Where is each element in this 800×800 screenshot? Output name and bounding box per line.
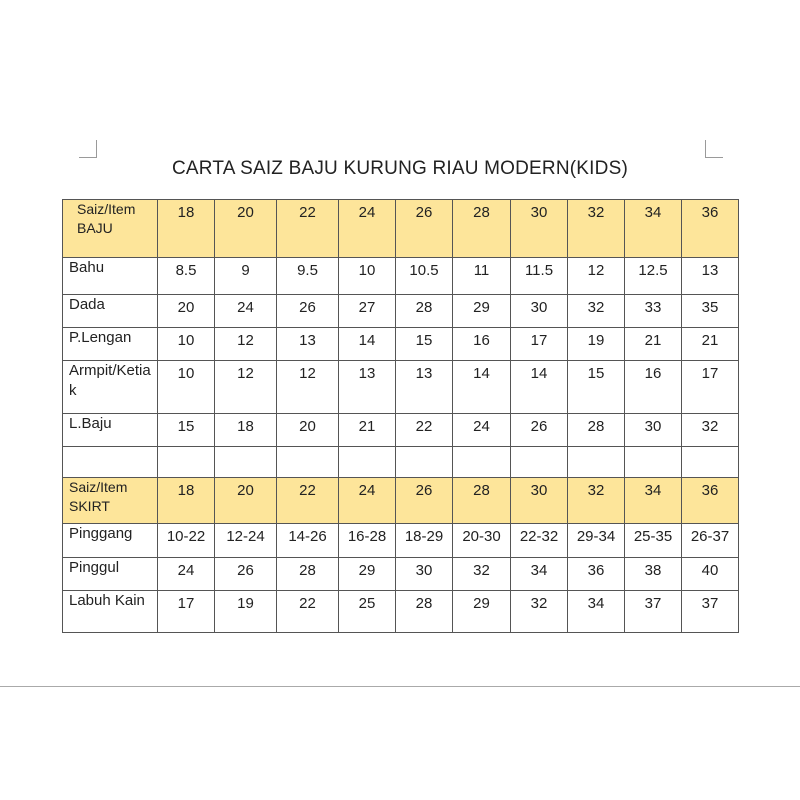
value-cell: 15 <box>158 414 215 447</box>
table-row <box>63 258 739 295</box>
value-cell: 26 <box>277 295 339 328</box>
value-cell: 10-22 <box>158 524 215 558</box>
value-cell: 12 <box>277 361 339 414</box>
value-cell: 14 <box>453 361 511 414</box>
value-cell: 15 <box>396 328 453 361</box>
value-cell: 34 <box>568 591 625 633</box>
value-cell: 22 <box>277 591 339 633</box>
size-header-cell: 20 <box>215 200 277 258</box>
value-cell: 30 <box>625 414 682 447</box>
value-cell: 29 <box>453 295 511 328</box>
table-row <box>63 361 739 414</box>
row-label: Bahu <box>63 258 158 295</box>
document-title: CARTA SAIZ BAJU KURUNG RIAU MODERN(KIDS) <box>172 158 628 179</box>
skirt-header-row <box>63 478 739 524</box>
value-cell: 17 <box>158 591 215 633</box>
value-cell: 10 <box>158 361 215 414</box>
page-corner-mark-right <box>705 140 723 158</box>
empty-cell <box>625 447 682 478</box>
row-label: P.Lengan <box>63 328 158 361</box>
empty-cell <box>511 447 568 478</box>
skirt-header-label <box>63 478 158 524</box>
size-header-cell: 34 <box>625 200 682 258</box>
value-cell: 34 <box>511 558 568 591</box>
header-label-line: Saiz/Item <box>77 201 136 217</box>
size-header-cell: 22 <box>277 478 339 524</box>
row-label: Labuh Kain <box>63 591 158 633</box>
empty-cell <box>63 447 158 478</box>
size-header-cell: 30 <box>511 200 568 258</box>
value-cell: 32 <box>682 414 739 447</box>
value-cell: 28 <box>396 591 453 633</box>
table-row <box>63 524 739 558</box>
value-cell: 26 <box>511 414 568 447</box>
size-header-cell: 34 <box>625 478 682 524</box>
row-label: Dada <box>63 295 158 328</box>
value-cell: 29-34 <box>568 524 625 558</box>
value-cell: 24 <box>453 414 511 447</box>
empty-cell <box>339 447 396 478</box>
value-cell: 25 <box>339 591 396 633</box>
value-cell: 30 <box>511 295 568 328</box>
empty-cell <box>215 447 277 478</box>
value-cell: 10.5 <box>396 258 453 295</box>
value-cell: 27 <box>339 295 396 328</box>
size-chart-table <box>62 199 739 633</box>
size-header-cell: 30 <box>511 478 568 524</box>
value-cell: 19 <box>568 328 625 361</box>
value-cell: 18 <box>215 414 277 447</box>
value-cell: 9.5 <box>277 258 339 295</box>
size-header-cell: 36 <box>682 478 739 524</box>
value-cell: 35 <box>682 295 739 328</box>
value-cell: 22-32 <box>511 524 568 558</box>
value-cell: 16 <box>625 361 682 414</box>
size-header-cell: 26 <box>396 478 453 524</box>
value-cell: 20 <box>158 295 215 328</box>
size-header-cell: 36 <box>682 200 739 258</box>
value-cell: 40 <box>682 558 739 591</box>
value-cell: 38 <box>625 558 682 591</box>
value-cell: 16 <box>453 328 511 361</box>
row-label: L.Baju <box>63 414 158 447</box>
spacer-row <box>63 447 739 478</box>
table-row <box>63 295 739 328</box>
value-cell: 11.5 <box>511 258 568 295</box>
size-header-cell: 26 <box>396 200 453 258</box>
empty-cell <box>453 447 511 478</box>
value-cell: 29 <box>453 591 511 633</box>
size-header-cell: 18 <box>158 478 215 524</box>
table-row <box>63 558 739 591</box>
value-cell: 13 <box>682 258 739 295</box>
value-cell: 9 <box>215 258 277 295</box>
table-row <box>63 328 739 361</box>
value-cell: 21 <box>625 328 682 361</box>
value-cell: 17 <box>511 328 568 361</box>
value-cell: 17 <box>682 361 739 414</box>
row-label: Armpit/Ketiak <box>63 361 158 414</box>
size-header-cell: 20 <box>215 478 277 524</box>
size-header-cell: 32 <box>568 200 625 258</box>
empty-cell <box>568 447 625 478</box>
value-cell: 13 <box>396 361 453 414</box>
header-label-line: Saiz/Item <box>69 479 128 495</box>
value-cell: 19 <box>215 591 277 633</box>
size-header-cell: 24 <box>339 478 396 524</box>
row-label: Pinggang <box>63 524 158 558</box>
size-header-cell: 24 <box>339 200 396 258</box>
header-label-line: SKIRT <box>69 498 110 514</box>
empty-cell <box>682 447 739 478</box>
value-cell: 24 <box>158 558 215 591</box>
header-label-line: BAJU <box>77 220 113 236</box>
size-header-cell: 18 <box>158 200 215 258</box>
table-row <box>63 414 739 447</box>
value-cell: 20-30 <box>453 524 511 558</box>
value-cell: 14-26 <box>277 524 339 558</box>
value-cell: 11 <box>453 258 511 295</box>
value-cell: 12-24 <box>215 524 277 558</box>
value-cell: 12 <box>215 361 277 414</box>
value-cell: 12 <box>568 258 625 295</box>
page-divider <box>0 686 800 687</box>
size-header-cell: 28 <box>453 200 511 258</box>
value-cell: 14 <box>511 361 568 414</box>
value-cell: 26-37 <box>682 524 739 558</box>
value-cell: 29 <box>339 558 396 591</box>
value-cell: 15 <box>568 361 625 414</box>
value-cell: 33 <box>625 295 682 328</box>
value-cell: 21 <box>682 328 739 361</box>
value-cell: 12.5 <box>625 258 682 295</box>
value-cell: 10 <box>158 328 215 361</box>
size-header-cell: 32 <box>568 478 625 524</box>
value-cell: 20 <box>277 414 339 447</box>
size-header-cell: 28 <box>453 478 511 524</box>
value-cell: 32 <box>453 558 511 591</box>
value-cell: 24 <box>215 295 277 328</box>
value-cell: 25-35 <box>625 524 682 558</box>
value-cell: 12 <box>215 328 277 361</box>
value-cell: 8.5 <box>158 258 215 295</box>
baju-header-label <box>63 200 158 258</box>
value-cell: 16-28 <box>339 524 396 558</box>
baju-header-row <box>63 200 739 258</box>
value-cell: 13 <box>277 328 339 361</box>
table-row <box>63 591 739 633</box>
value-cell: 32 <box>568 295 625 328</box>
empty-cell <box>396 447 453 478</box>
value-cell: 37 <box>625 591 682 633</box>
size-header-cell: 22 <box>277 200 339 258</box>
value-cell: 36 <box>568 558 625 591</box>
page-corner-mark-left <box>79 140 97 158</box>
value-cell: 30 <box>396 558 453 591</box>
value-cell: 26 <box>215 558 277 591</box>
value-cell: 32 <box>511 591 568 633</box>
value-cell: 28 <box>568 414 625 447</box>
empty-cell <box>277 447 339 478</box>
value-cell: 13 <box>339 361 396 414</box>
value-cell: 28 <box>277 558 339 591</box>
value-cell: 18-29 <box>396 524 453 558</box>
value-cell: 22 <box>396 414 453 447</box>
value-cell: 21 <box>339 414 396 447</box>
value-cell: 37 <box>682 591 739 633</box>
empty-cell <box>158 447 215 478</box>
row-label: Pinggul <box>63 558 158 591</box>
value-cell: 14 <box>339 328 396 361</box>
value-cell: 28 <box>396 295 453 328</box>
value-cell: 10 <box>339 258 396 295</box>
